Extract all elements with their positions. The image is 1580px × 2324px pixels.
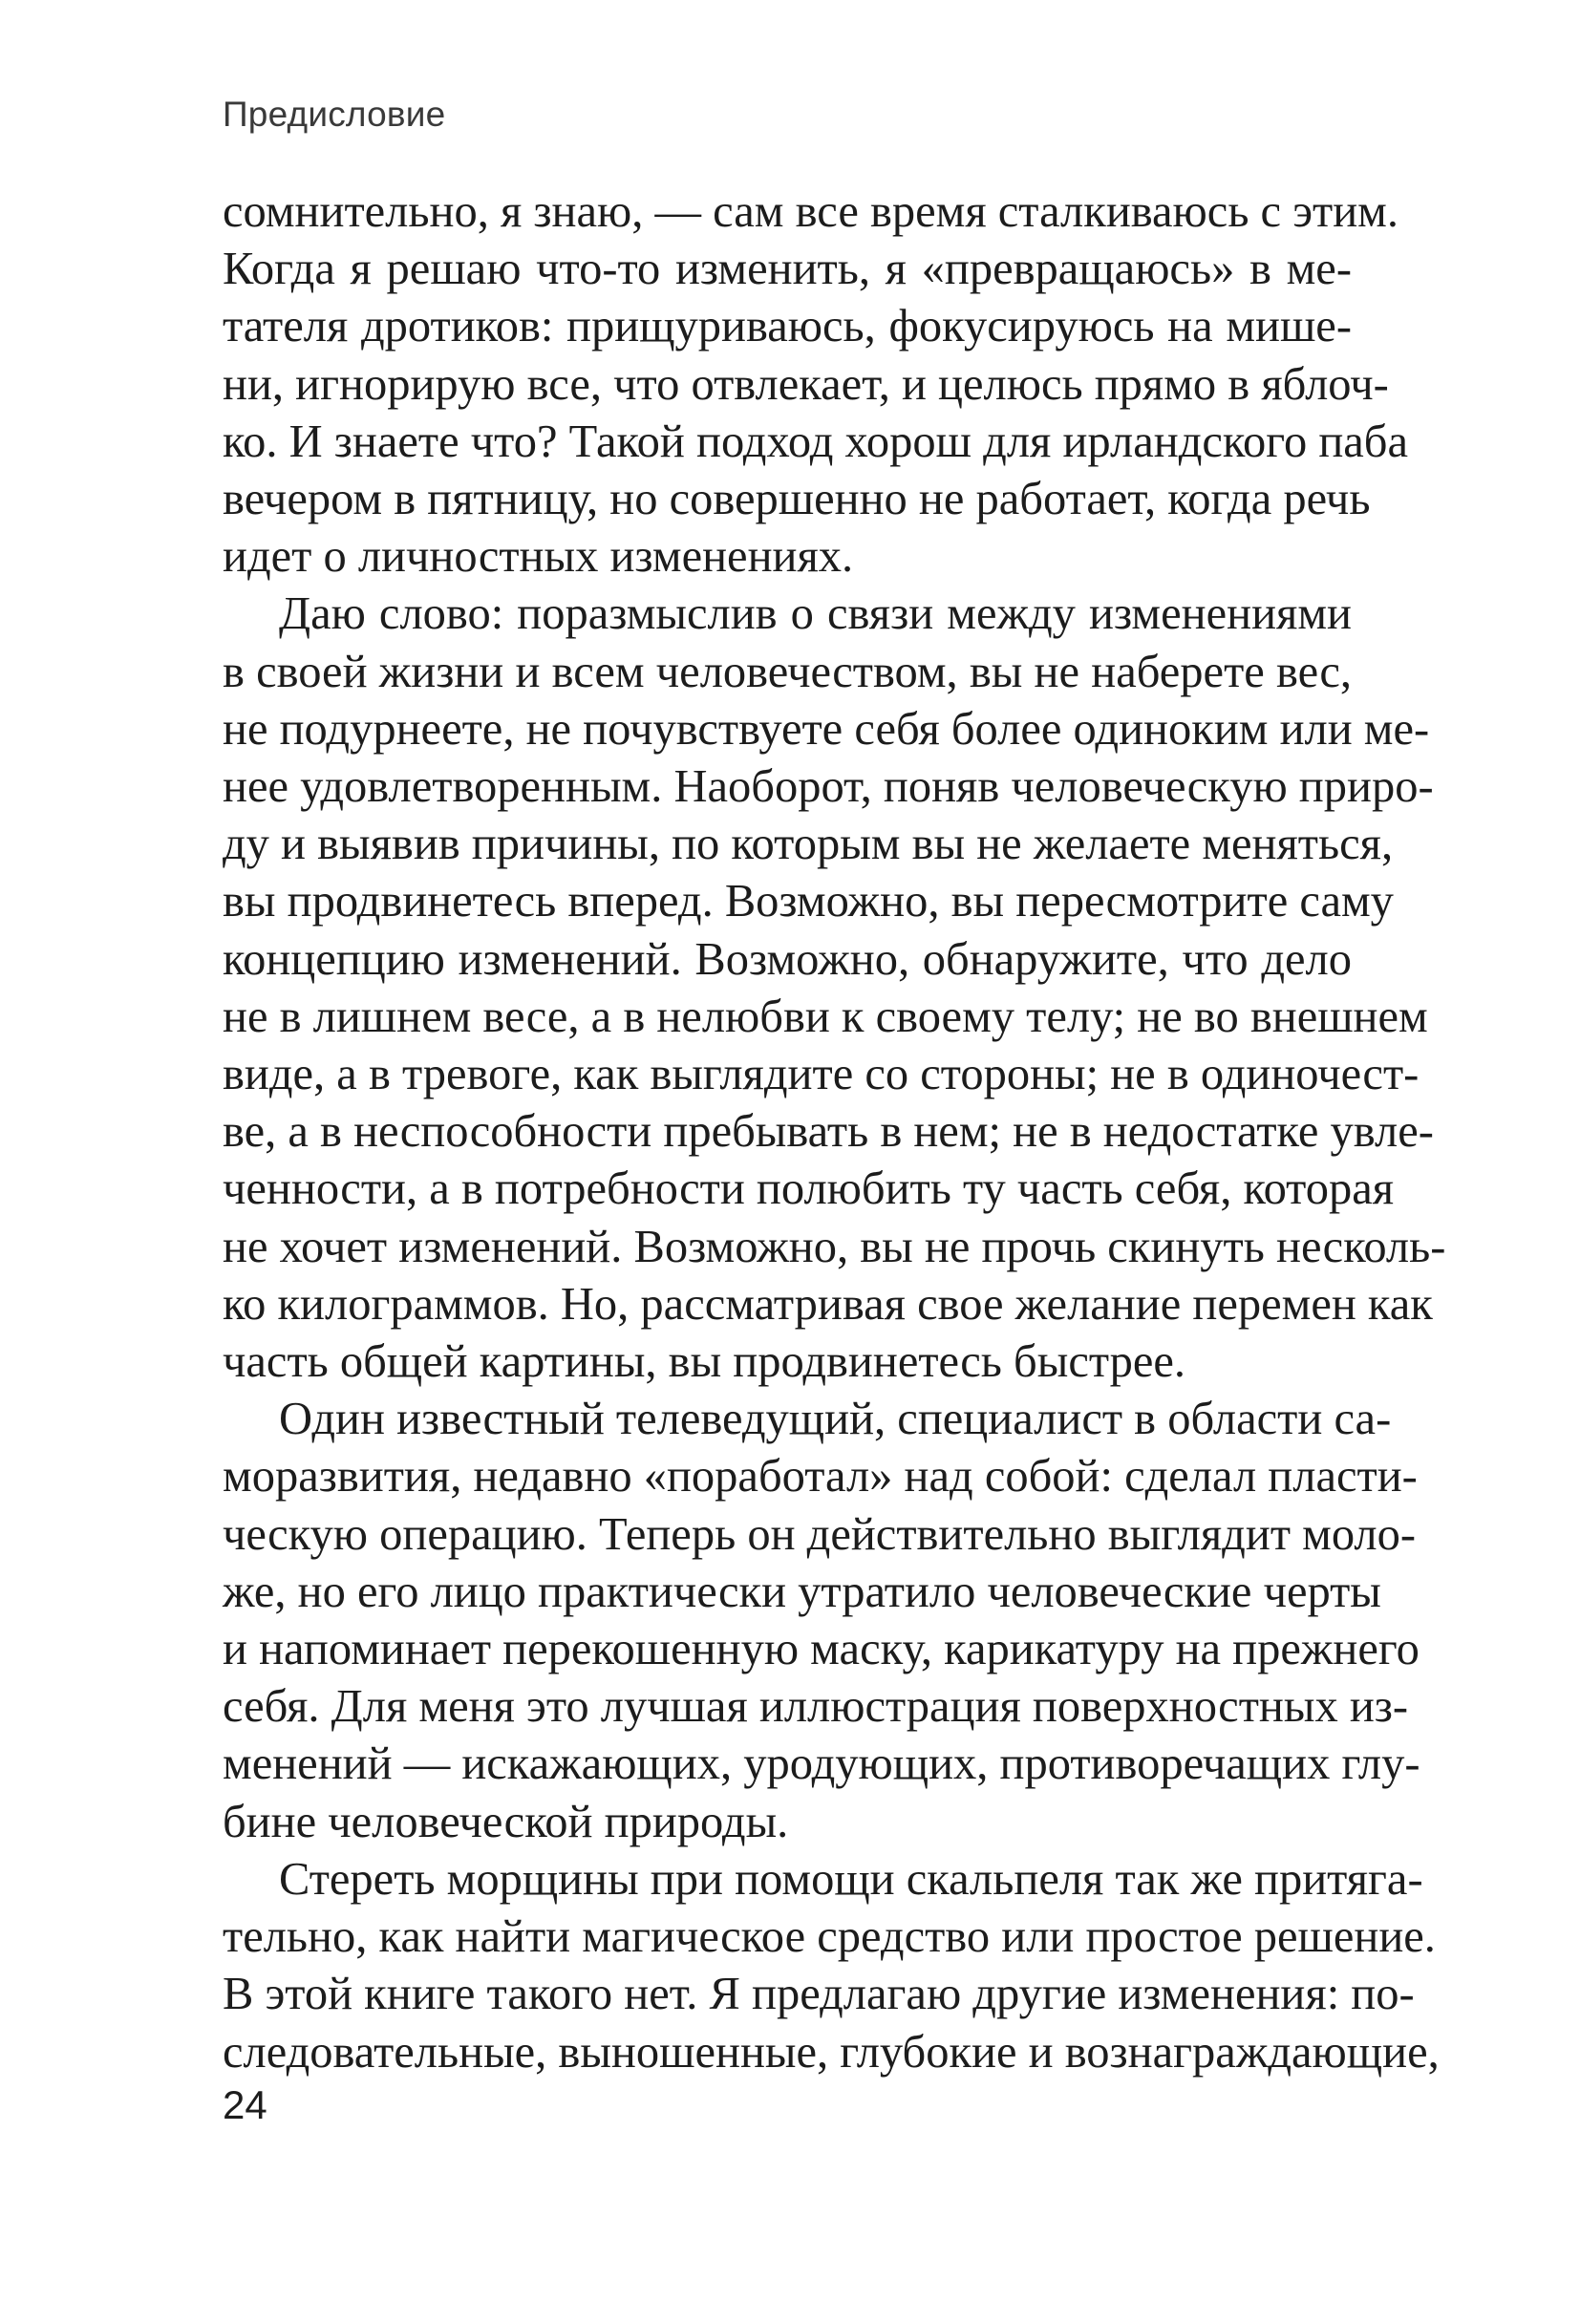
- paragraph-3: [223, 1391, 1420, 1851]
- text-line: ду и выявив причины, по которым вы не желаете меняться,: [223, 819, 1394, 870]
- text-line: ни, игнорирую все, что отвлекает, и целюсь прямо в яблоч-: [223, 358, 1389, 410]
- text-line: менений — искажающих, уродующих, противоречащих глу-: [223, 1738, 1420, 1790]
- running-header: Предисловие: [223, 95, 446, 134]
- text-line: ко. И знаете что? Такой подход хорош для ирландского паба: [223, 416, 1409, 467]
- text-line: нее удовлетворенным. Наоборот, поняв человеческую приро-: [223, 761, 1434, 813]
- text-line: часть общей картины, вы продвинетесь быстрее.: [223, 1336, 1186, 1388]
- text-line: же, но его лицо практически утратило человеческие черты: [223, 1566, 1381, 1617]
- text-line: ко килограммов. Но, рассматривая свое желание перемен как: [223, 1278, 1433, 1330]
- text-line: не в лишнем весе, а в нелюбви к своему телу; не во внешнем: [223, 991, 1428, 1042]
- text-line: виде, а в тревоге, как выглядите со стороны; не в одиночест-: [223, 1049, 1420, 1100]
- text-line: ве, а в неспособности пребывать в нем; не в недостатке увле-: [223, 1106, 1434, 1158]
- text-line: концепцию изменений. Возможно, обнаружите, что дело: [223, 933, 1352, 985]
- text-line: Даю слово: поразмыслив о связи между изменениями: [279, 588, 1352, 640]
- text-line: не хочет изменений. Возможно, вы не прочь скинуть несколь-: [223, 1221, 1446, 1272]
- text-line: тельно, как найти магическое средство или простое решение.: [223, 1911, 1436, 1963]
- text-line: Стереть морщины при помощи скальпеля так же притяга-: [279, 1853, 1423, 1905]
- paragraph-2: [223, 586, 1446, 1391]
- text-line: ческую операцию. Теперь он действительно выглядит моло-: [223, 1508, 1417, 1560]
- text-line: идет о личностных изменениях.: [223, 531, 854, 583]
- text-line: В этой книге такого нет. Я предлагаю другие изменения: по-: [223, 1969, 1415, 2020]
- text-line: себя. Для меня это лучшая иллюстрация поверхностных из-: [223, 1681, 1409, 1733]
- text-line: Когда я решаю что-то изменить, я «превращаюсь» в ме-: [223, 244, 1352, 295]
- text-line: Один известный телеведущий, специалист в области са-: [279, 1394, 1392, 1445]
- text-line: сомнительно, я знаю, — сам все время сталкиваюсь с этим.: [223, 186, 1399, 237]
- text-line: следовательные, выношенные, глубокие и вознаграждающие,: [223, 2026, 1440, 2078]
- text-line: ченности, а в потребности полюбить ту часть себя, которая: [223, 1163, 1395, 1215]
- body-text: [223, 183, 1446, 2081]
- paragraph-1: [223, 183, 1409, 586]
- paragraph-4: [223, 1851, 1440, 2081]
- text-line: вы продвинетесь вперед. Возможно, вы пересмотрите саму: [223, 876, 1394, 927]
- text-line: тателя дротиков: прищуриваюсь, фокусируюсь на мише-: [223, 301, 1352, 352]
- text-line: моразвития, недавно «поработал» над собой: сделал пласти-: [223, 1451, 1418, 1503]
- text-line: и напоминает перекошенную маску, карикатуру на прежнего: [223, 1624, 1420, 1675]
- page-number: 24: [223, 2082, 267, 2127]
- text-line: в своей жизни и всем человечеством, вы не наберете вес,: [223, 646, 1352, 697]
- text-line: бине человеческой природы.: [223, 1796, 789, 1847]
- text-line: не подурнеете, не почувствуете себя более одиноким или ме-: [223, 703, 1430, 755]
- text-line: вечером в пятницу, но совершенно не работает, когда речь: [223, 474, 1371, 525]
